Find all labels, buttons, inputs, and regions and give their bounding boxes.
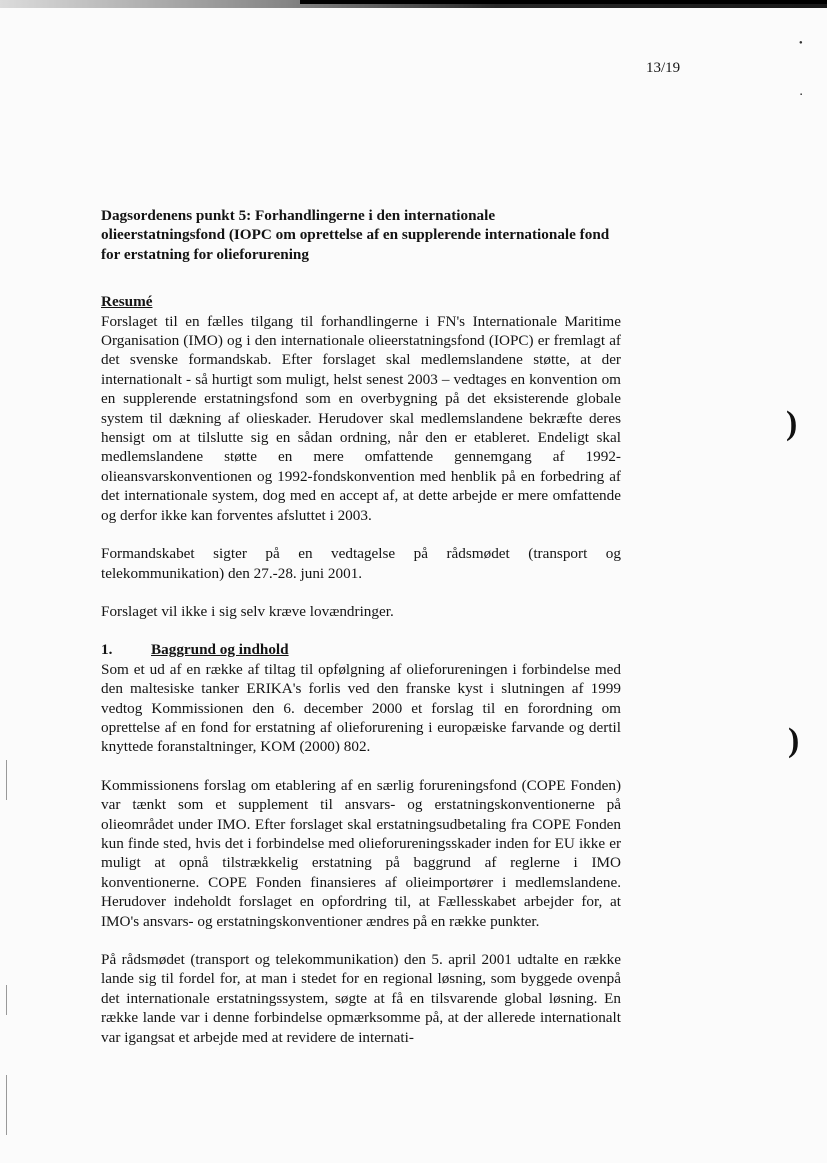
section-1 — [101, 640, 621, 756]
section-1-block-3 — [101, 950, 621, 1047]
scan-speck: ▪ — [800, 92, 803, 98]
formandskabet-section — [101, 544, 621, 583]
resume-text: Forslaget til en fælles tilgang til forhandlingerne i FN's Internationale Maritime Organisation (IMO) og i den internationale olieerstatningsfond (IOPC) er fremlagt af det svenske formandskab. Efter forslaget skal medlemslandene støtte, at der internationalt - så hurtigt som muligt, helst senest 2003 – vedtages en konvention om en supplerende erstatningsfond som en overbygning på det eksisterende globale system til dækning af olieskader. Herudover skal medlemslandene bekræfte deres hensigt om at tilslutte sig en sådan ordning, når den er etableret. Endeligt skal medlemslandene støtte en mere omfattende gennemgang af 1992-olieansvarskonventionen og 1992-fondskonvention med henblik på en forbedring af det internationale system, dog med en accept af, at dette arbejde er mere omfattende og derfor ikke kan forventes afsluttet i 2003. — [101, 312, 621, 524]
punch-hole-mark: ) — [788, 722, 800, 759]
resume-section — [101, 292, 621, 525]
scan-edge-mark — [6, 760, 7, 800]
scan-edge-mark — [6, 985, 7, 1015]
section-1-paragraph-3: På rådsmødet (transport og telekommunikation) den 5. april 2001 udtalte en række lande sig til fordel for, at man i stedet for en regional løsning, som byggede ovenpå det internationale erstatningssystem, søgte at få en tilsvarende global løsning. En række lande var i denne forbindelse opmærksomme på, at der allerede internationalt var igangsat et arbejde med at revidere de internati- — [101, 951, 621, 1046]
scan-edge-mark — [6, 1075, 7, 1135]
lovaendringer-section — [101, 602, 621, 621]
scan-top-border — [300, 0, 827, 4]
section-1-paragraph-2: Kommissionens forslag om etablering af en særlig forureningsfond (COPE Fonden) var tænkt som et supplement til ansvars- og erstatningskonventionerne på olieområdet under IMO. Efter forslaget skal erstatningsudbetaling fra COPE Fonden kun finde sted, hvis det i forbindelse med olieforureningsskader inden for EU ikke er muligt at opnå tilstrækkelig erstatning på baggrund af reglerne i IMO konventionerne. COPE Fonden finansieres af olieimportører i medlemslandene. Herudover indeholdt forslaget en opfordring til, at Fællesskabet arbejder for, at IMO's ansvars- og erstatningskonventioner ændres på en række punkter. — [101, 776, 621, 930]
section-1-number: 1. — [101, 641, 113, 659]
document-body — [101, 206, 621, 1047]
page-number: 13/19 — [646, 60, 681, 76]
resume-heading: Resumé — [101, 293, 153, 311]
section-1-heading — [101, 640, 621, 659]
formandskabet-paragraph: Formandskabet sigter på en vedtagelse på rådsmødet (transport og telekommunikation) den 27.-28. juni 2001. — [101, 545, 621, 582]
lovaendringer-paragraph: Forslaget vil ikke i sig selv kræve lovændringer. — [101, 602, 394, 620]
scan-speck: ● — [799, 40, 803, 46]
section-1-paragraph-1: Som et ud af en række af tiltag til opfølgning af olieforureningen i forbindelse med den maltesiske tanker ERIKA's forlis ved den franske kyst i slutningen af 1999 vedtog Kommissionen den 6. december 2000 et forslag til en forordning om oprettelse af en fond for erstatning af olieforurening i europæiske farvande og dertil knyttede foranstaltninger, KOM (2000) 802. — [101, 660, 621, 756]
agenda-title: Dagsordenens punkt 5: Forhandlingerne i den internationale olieerstatningsfond (IOPC om oprettelse af en supplerende internationale fond for erstatning for olieforurening — [101, 207, 610, 263]
punch-hole-mark: ) — [786, 405, 798, 442]
section-1-title: Baggrund og indhold — [151, 641, 289, 659]
section-1-block-2 — [101, 776, 621, 931]
